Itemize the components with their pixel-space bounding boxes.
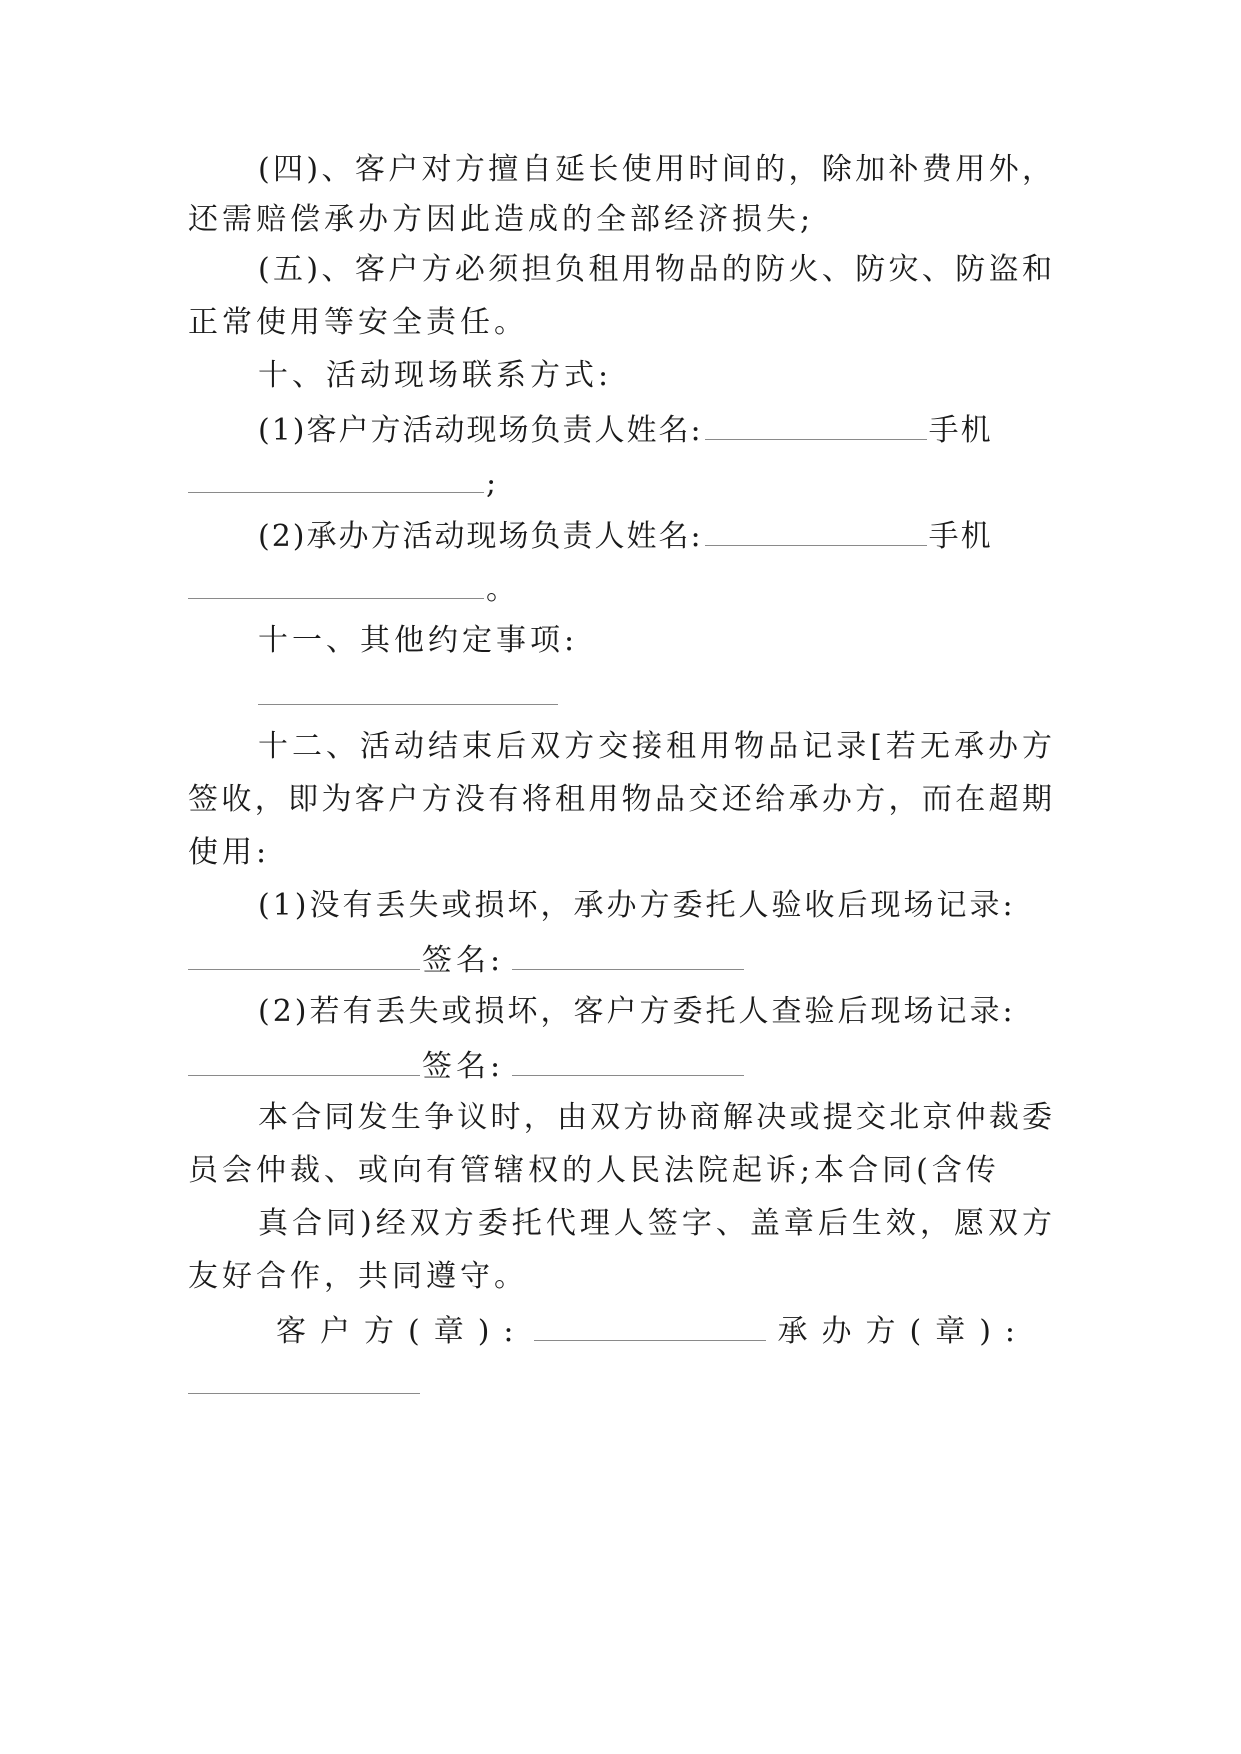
contact-organizer-line <box>258 515 993 557</box>
clause-5-line-1: (五)、客户方必须担负租用物品的防火、防灾、防盗和 <box>258 252 1052 287</box>
dispute-line-2: 员会仲裁、或向有管辖权的人民法院起诉;本合同(含传 <box>188 1153 1000 1188</box>
record-1-blank <box>188 939 420 970</box>
organizer-phone-blank <box>188 568 484 599</box>
clause-5-line-2: 正常使用等安全责任。 <box>188 305 528 340</box>
other-terms-blank <box>258 674 558 705</box>
client-seal-blank <box>534 1310 766 1341</box>
contact-client-line <box>258 409 993 451</box>
organizer-seal-blank <box>188 1363 420 1394</box>
dispute-line-3: 真合同)经双方委托代理人签字、盖章后生效，愿双方 <box>258 1206 1052 1241</box>
client-name-blank <box>705 409 927 440</box>
client-phone-label: 手机 <box>928 413 993 448</box>
record-1-sign-line <box>188 939 746 981</box>
organizer-phone-end: 。 <box>486 572 520 607</box>
organizer-phone-line <box>188 568 520 610</box>
clause-4-line-1: (四)、客户对方擅自延长使用时间的，除加补费用外， <box>258 152 1052 187</box>
dispute-line-1: 本合同发生争议时，由双方协商解决或提交北京仲裁委 <box>258 1100 1052 1135</box>
record-2-sign-line <box>188 1045 746 1087</box>
client-phone-end: ; <box>486 466 501 501</box>
organizer-seal-line <box>188 1363 422 1405</box>
section-11-heading: 十一、其他约定事项: <box>258 623 579 658</box>
section-12-line-2: 签收，即为客户方没有将租用物品交还给承办方，而在超期 <box>188 782 1052 817</box>
signature-line <box>276 1310 1029 1352</box>
section-10-heading: 十、活动现场联系方式: <box>258 358 613 393</box>
contact-organizer-label: (2)承办方活动现场负责人姓名: <box>258 519 703 554</box>
organizer-phone-label: 手机 <box>928 519 993 554</box>
record-2-sign-blank <box>512 1045 744 1076</box>
client-phone-blank <box>188 462 484 493</box>
organizer-seal-label: 承办方(章): <box>777 1314 1030 1349</box>
clause-4-line-2: 还需赔偿承办方因此造成的全部经济损失; <box>188 202 815 237</box>
section-12-line-3: 使用: <box>188 835 271 870</box>
organizer-name-blank <box>705 515 927 546</box>
record-1-line: (1)没有丢失或损坏，承办方委托人验收后现场记录: <box>258 888 1016 923</box>
client-phone-line <box>188 462 500 504</box>
other-terms-line <box>258 674 560 716</box>
record-2-sign-label: 签名: <box>422 1049 505 1084</box>
section-12-line-1: 十二、活动结束后双方交接租用物品记录[若无承办方 <box>258 729 1052 764</box>
client-seal-label: 客户方(章): <box>276 1314 528 1349</box>
dispute-line-4: 友好合作，共同遵守。 <box>188 1259 528 1294</box>
record-2-blank <box>188 1045 420 1076</box>
record-2-line: (2)若有丢失或损坏，客户方委托人查验后现场记录: <box>258 994 1016 1029</box>
record-1-sign-blank <box>512 939 744 970</box>
record-1-sign-label: 签名: <box>422 943 505 978</box>
contact-client-label: (1)客户方活动现场负责人姓名: <box>258 413 703 448</box>
